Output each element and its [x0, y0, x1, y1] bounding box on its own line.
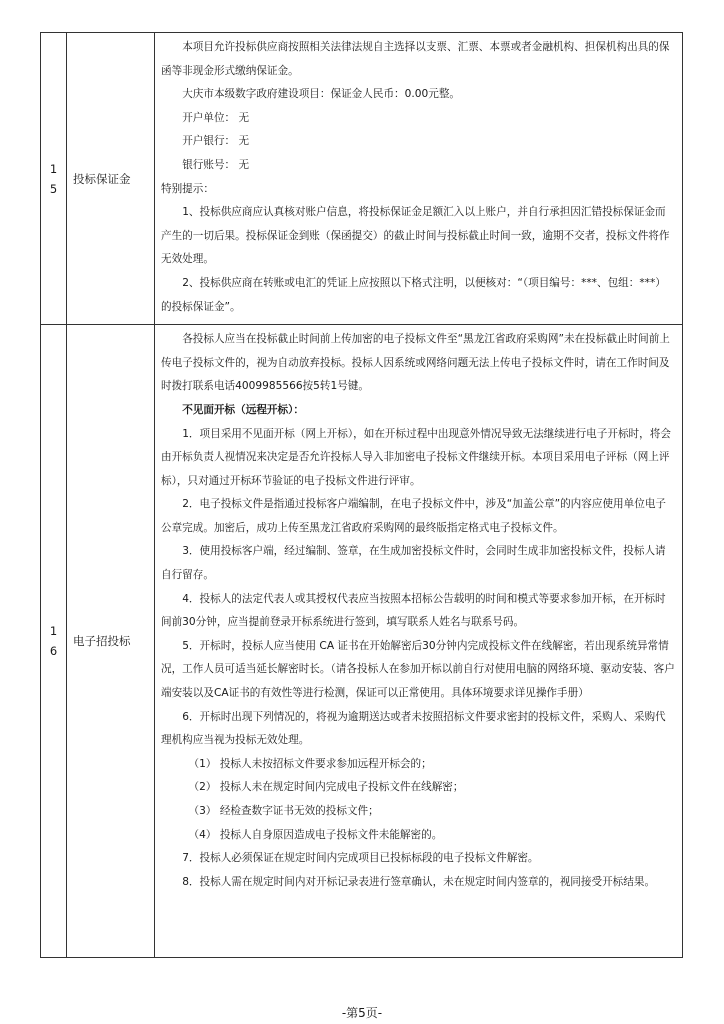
paragraph: 各投标人应当在投标截止时间前上传加密的电子投标文件至“黑龙江省政府采购网”未在投标截止时间前上传电子投标文件的，视为自动放弃投标。投标人因系统或网络问题无法上传电子投标文件时，请在工作时间及时拨打联系电话4009985566按5转1号键。 — [161, 333, 670, 393]
paragraph: 开户单位： 无 — [182, 111, 250, 124]
row-number-digit: 1 — [49, 624, 58, 639]
paragraph: 特别提示： — [161, 182, 214, 195]
paragraph: 1．项目采用不见面开标（网上开标），如在开标过程中出现意外情况导致无法继续进行电子开标时，将会由开标负责人视情况来决定是否允许投标人导入非加密电子投标文件继续开标。本项目采用电子评标（网上评标），只对通过开标环节验证的电子投标文件进行评审。 — [161, 427, 671, 487]
row-title: 投标保证金 — [67, 33, 155, 325]
paragraph: 8．投标人需在规定时间内对开标记录表进行签章确认，未在规定时间内签章的，视同接受开标结果。 — [182, 875, 656, 888]
section-heading: 不见面开标（远程开标）： — [182, 403, 305, 416]
list-item: （4） 投标人自身原因造成电子投标文件未能解密的。 — [188, 828, 443, 841]
list-item: （2） 投标人未在规定时间内完成电子投标文件在线解密； — [188, 781, 464, 794]
paragraph: 6．开标时出现下列情况的，将视为逾期送达或者未按照招标文件要求密封的投标文件，采购人、采购代理机构应当视为投标无效处理。 — [161, 710, 666, 747]
paragraph: 大庆市本级数字政府建设项目：保证金人民币：0.00元整。 — [182, 88, 461, 101]
table-row — [41, 325, 683, 958]
paragraph: 2．电子投标文件是指通过投标客户端编制，在电子投标文件中，涉及“加盖公章”的内容应使用单位电子公章完成。加密后，成功上传至黑龙江省政府采购网的最终版指定格式电子投标文件。 — [161, 498, 667, 534]
row-number-digit: 5 — [49, 181, 58, 196]
paragraph: 开户银行： 无 — [182, 135, 250, 148]
row-number-digit: 1 — [49, 161, 58, 176]
paragraph: 4．投标人的法定代表人或其授权代表应当按照本招标公告载明的时间和模式等要求参加开标，在开标时间前30分钟，应当提前登录开标系统进行签到，填写联系人姓名与联系号码。 — [161, 592, 666, 629]
paragraph: 5．开标时，投标人应当使用 CA 证书在开始解密后30分钟内完成投标文件在线解密，若出现系统异常情况，工作人员可适当延长解密时长。（请各投标人在参加开标以前自行对使用电脑的网络环境、驱动安装、客户端安装以及CA证书的有效性等进行检测，保证可以正常使用。具体环境要求详见操作手册） — [161, 639, 675, 700]
paragraph: 7．投标人必须保证在规定时间内完成项目已投标标段的电子投标文件解密。 — [182, 852, 539, 865]
paragraph: 1、投标供应商应认真核对账户信息，将投标保证金足额汇入以上账户，并自行承担因汇错投标保证金而产生的一切后果。投标保证金到账（保函提交）的截止时间与投标截止时间一致，逾期不交者，投标文件将作无效处理。 — [161, 206, 670, 266]
paragraph: 2、投标供应商在转账或电汇的凭证上应按照以下格式注明，以便核对：“（项目编号：***、包组：***）的投标保证金”。 — [161, 276, 666, 313]
requirements-table — [40, 32, 683, 958]
paragraph: 3．使用投标客户端，经过编制、签章，在生成加密投标文件时，会同时生成非加密投标文件，投标人请自行留存。 — [161, 545, 666, 582]
row-number-digit: 6 — [49, 644, 58, 659]
page-number: -第5页- — [341, 1006, 383, 1020]
list-item: （3） 经检查数字证书无效的投标文件； — [188, 805, 379, 817]
row-title: 电子招投标 — [67, 325, 155, 958]
paragraph: 银行账号： 无 — [182, 158, 250, 171]
row-number — [41, 325, 67, 958]
list-item: （1） 投标人未按招标文件要求参加远程开标会的； — [188, 757, 432, 770]
table-row — [41, 33, 683, 325]
paragraph: 本项目允许投标供应商按照相关法律法规自主选择以支票、汇票、本票或者金融机构、担保机构出具的保函等非现金形式缴纳保证金。 — [161, 41, 670, 77]
row-content — [155, 325, 683, 958]
row-number — [41, 33, 67, 325]
row-content — [155, 33, 683, 325]
